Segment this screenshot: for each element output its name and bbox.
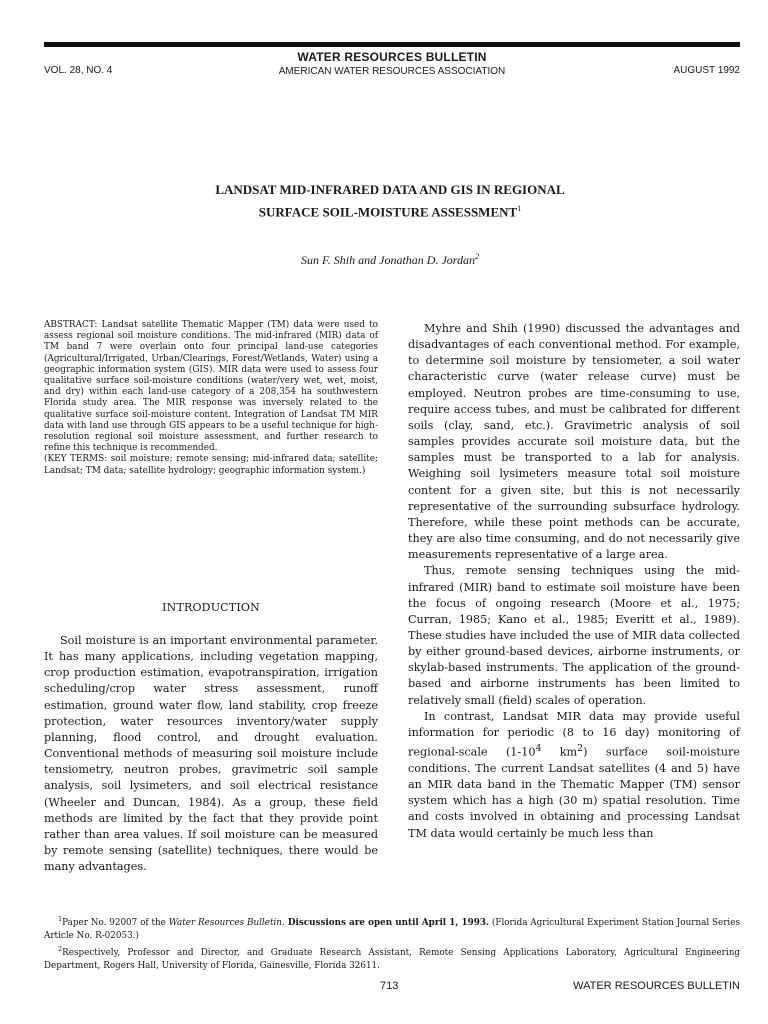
footnote-2: $^2$Respectively, Professor and Director, and Graduate Research Assistant, Remote Sensing Applications Laboratory, Agricultural Engineering Department, Rogers Hall, University of Florida, Gainesville, Florida 32611. <box>44 944 740 971</box>
footnotes <box>44 913 740 973</box>
masthead-rule <box>44 42 740 47</box>
right-column-body <box>408 321 740 842</box>
right-paragraph-3: In contrast, Landsat MIR data may provide useful information for periodic (8 to 16 day) monitoring of regional-scale ($1-10^4$ $km^2$) surface soil-moisture conditions. The current Landsat satellites (4 and 5) have an MIR data band in the Thematic Mapper (TM) sensor system which has a high (30 m) spatial resolution. Time and costs involved in obtaining and processing Landsat TM data would certainly be much less than <box>408 709 740 840</box>
volume-issue: VOL. 28, NO. 4 <box>44 65 113 76</box>
left-column-body <box>44 633 378 875</box>
title-footnote-mark: 1 <box>517 204 522 213</box>
footnote-1: $^1$Paper No. 92007 of the Water Resources Bulletin. Discussions are open until April 1, 1993. (Florida Agricultural Experiment Station Journal Series Article No. R-02053.) <box>44 915 740 941</box>
journal-name: WATER RESOURCES BULLETIN <box>297 50 487 64</box>
author-footnote-mark: 2 <box>475 252 479 261</box>
intro-paragraph-1: Soil moisture is an important environmental parameter. It has many applications, including vegetation mapping, crop production estimation, evapotranspiration, irrigation scheduling/crop water stress assessment, runoff estimation, ground water flow, land stability, crop freeze protection, water resources inventory/water supply planning, flood control, and drought evaluation. Conventional methods of measuring soil moisture include tensiometry, neutron probes, gravimetric soil sample analysis, soil lysimeters, and soil electrical resistance (Wheeler and Duncan, 1984). As a group, these field methods are limited by the fact that they provide point rather than area values. If soil moisture can be measured by remote sensing (satellite) techniques, there would be many advantages. <box>44 634 378 874</box>
right-paragraph-2: Thus, remote sensing techniques using the mid-infrared (MIR) band to estimate soil moisture have been the focus of ongoing research (Moore et al., 1975; Curran, 1985; Kano et al., 1985; Everitt et al., 1989). These studies have included the use of MIR data collected by either ground-based devices, airborne instruments, or skylab-based instruments. The application of the ground-based and airborne instruments has been limited to relatively small (field) scales of operation. <box>408 564 740 707</box>
key-terms: (KEY TERMS: soil moisture; remote sensing; mid-infrared data; satellite; Landsat; TM data; satellite hydrology; geographic information system.) <box>44 454 378 476</box>
abstract <box>44 320 378 477</box>
running-footer: WATER RESOURCES BULLETIN <box>573 980 740 992</box>
association-name: AMERICAN WATER RESOURCES ASSOCIATION <box>278 66 506 77</box>
title-line-2: SURFACE SOIL-MOISTURE ASSESSMENT$^1$ <box>258 204 522 220</box>
section-heading-introduction: INTRODUCTION <box>162 601 260 614</box>
masthead <box>44 49 740 77</box>
abstract-text: ABSTRACT: Landsat satellite Thematic Mapper (TM) data were used to assess regional soil moisture conditions. The mid-infrared (MIR) data of TM band 7 were overlain onto four principal land-use categories (Agricultural/Irrigated, Urban/Clearings, Forest/Wetlands, Water) using a geographic information system (GIS). MIR data were used to assess four qualitative surface soil-moisture conditions (water/very wet, wet, moist, and dry) within each land-use category of a 208,354 ha southwestern Florida study area. The MIR response was inversely related to the qualitative surface soil-moisture content. Integration of Landsat TM MIR data with land use through GIS appears to be a useful technique for high-resolution regional soil moisture assessment, and further research to refine this technique is recommended. <box>44 320 378 454</box>
article-title <box>100 180 680 221</box>
issue-date: AUGUST 1992 <box>673 65 740 76</box>
page-number: 713 <box>380 980 399 992</box>
author-list: Sun F. Shih and Jonathan D. Jordan$^2$ <box>301 252 479 267</box>
title-line-1: LANDSAT MID-INFRARED DATA AND GIS IN REGIONAL <box>215 182 565 197</box>
right-paragraph-1: Myhre and Shih (1990) discussed the advantages and disadvantages of each conventional method. For example, to determine soil moisture by tensiometer, a soil water characteristic curve (water release curve) must be employed. Neutron probes are time-consuming to use, require access tubes, and must be calibrated for different soils (clay, sand, etc.). Gravimetric analysis of soil samples provides accurate soil moisture data, but the samples must be transported to a lab for analysis. Weighing soil lysimeters measure total soil moisture content for a given site, but this is not necessarily representative of the surrounding subsurface hydrology. Therefore, while these point methods can be accurate, they are also time consuming, and do not necessarily give measurements representative of a large area. <box>408 322 740 562</box>
